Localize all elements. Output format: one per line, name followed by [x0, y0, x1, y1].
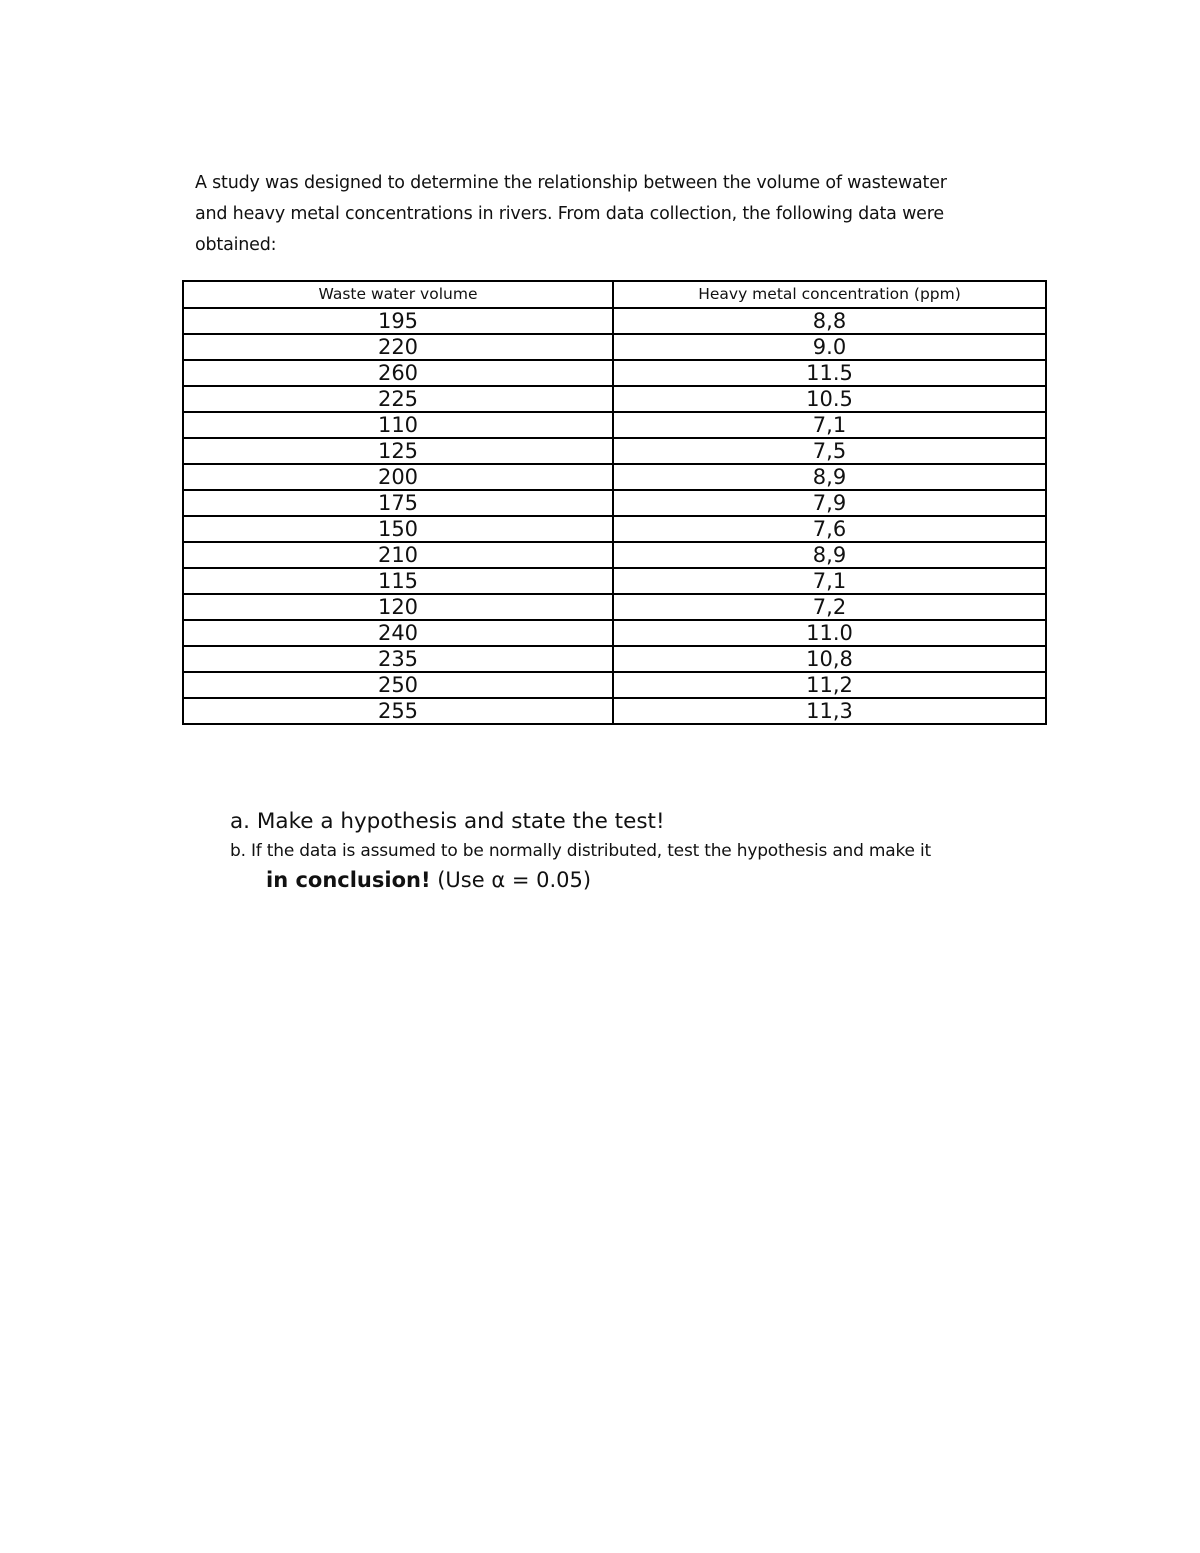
- table-row: [183, 568, 1046, 594]
- cell-heavy-metal-concentration: 7,6: [613, 516, 1046, 542]
- cell-heavy-metal-concentration: 7,1: [613, 568, 1046, 594]
- table-row: [183, 360, 1046, 386]
- cell-waste-water-volume: 200: [183, 464, 613, 490]
- table-row: [183, 594, 1046, 620]
- cell-heavy-metal-concentration: 7,5: [613, 438, 1046, 464]
- cell-waste-water-volume: 210: [183, 542, 613, 568]
- cell-waste-water-volume: 195: [183, 308, 613, 334]
- intro-paragraph: [195, 168, 985, 261]
- data-table: [182, 280, 1047, 725]
- cell-heavy-metal-concentration: 7,2: [613, 594, 1046, 620]
- cell-heavy-metal-concentration: 7,1: [613, 412, 1046, 438]
- header-waste-water-volume: Waste water volume: [183, 281, 613, 308]
- table-row: [183, 490, 1046, 516]
- table-row: [183, 438, 1046, 464]
- question-b-alpha: (Use α = 0.05): [430, 868, 592, 892]
- question-a: a. Make a hypothesis and state the test!: [230, 809, 665, 834]
- intro-line-1: A study was designed to determine the relationship between the volume of wastewater: [195, 173, 947, 193]
- cell-waste-water-volume: 115: [183, 568, 613, 594]
- table-row: [183, 308, 1046, 334]
- cell-heavy-metal-concentration: 11.0: [613, 620, 1046, 646]
- table-row: [183, 672, 1046, 698]
- header-heavy-metal-concentration: Heavy metal concentration (ppm): [613, 281, 1046, 308]
- cell-waste-water-volume: 175: [183, 490, 613, 516]
- table-row: [183, 620, 1046, 646]
- cell-heavy-metal-concentration: 11,2: [613, 672, 1046, 698]
- cell-waste-water-volume: 250: [183, 672, 613, 698]
- intro-line-2: and heavy metal concentrations in rivers. From data collection, the following data were: [195, 204, 944, 224]
- cell-waste-water-volume: 235: [183, 646, 613, 672]
- cell-waste-water-volume: 110: [183, 412, 613, 438]
- cell-waste-water-volume: 255: [183, 698, 613, 724]
- cell-waste-water-volume: 240: [183, 620, 613, 646]
- cell-waste-water-volume: 260: [183, 360, 613, 386]
- cell-heavy-metal-concentration: 8,8: [613, 308, 1046, 334]
- table-header-row: [183, 281, 1046, 308]
- cell-heavy-metal-concentration: 10.5: [613, 386, 1046, 412]
- cell-heavy-metal-concentration: 11,3: [613, 698, 1046, 724]
- table-row: [183, 698, 1046, 724]
- cell-heavy-metal-concentration: 10,8: [613, 646, 1046, 672]
- question-b-line-1: b. If the data is assumed to be normally distributed, test the hypothesis and make it: [230, 841, 931, 861]
- cell-heavy-metal-concentration: 8,9: [613, 542, 1046, 568]
- table-row: [183, 334, 1046, 360]
- cell-heavy-metal-concentration: 9.0: [613, 334, 1046, 360]
- cell-waste-water-volume: 150: [183, 516, 613, 542]
- table-body: [183, 308, 1046, 724]
- table-row: [183, 542, 1046, 568]
- cell-waste-water-volume: 120: [183, 594, 613, 620]
- question-b-line-2: [266, 864, 591, 896]
- cell-waste-water-volume: 220: [183, 334, 613, 360]
- table-row: [183, 412, 1046, 438]
- cell-heavy-metal-concentration: 8,9: [613, 464, 1046, 490]
- table-row: [183, 646, 1046, 672]
- intro-line-3: obtained:: [195, 235, 277, 255]
- cell-waste-water-volume: 125: [183, 438, 613, 464]
- table-row: [183, 386, 1046, 412]
- cell-waste-water-volume: 225: [183, 386, 613, 412]
- question-b-conclusion-bold: in conclusion!: [266, 868, 431, 892]
- table-row: [183, 516, 1046, 542]
- cell-heavy-metal-concentration: 11.5: [613, 360, 1046, 386]
- cell-heavy-metal-concentration: 7,9: [613, 490, 1046, 516]
- table-row: [183, 464, 1046, 490]
